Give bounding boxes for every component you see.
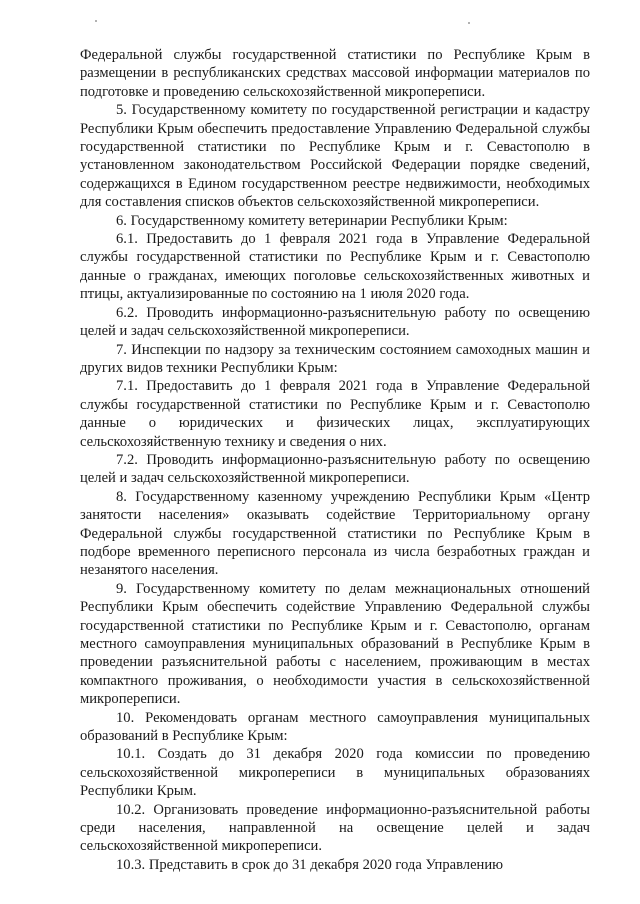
scan-speck (468, 22, 470, 24)
document-page (80, 46, 590, 874)
paragraph-item-10-3: 10.3. Представить в срок до 31 декабря 2020 года Управлению (116, 856, 504, 873)
paragraph-item-6: 6. Государственному комитету ветеринарии Республики Крым: (116, 212, 508, 229)
paragraph-item-10-2: 10.2. Организовать проведение информационно-разъяснительной работы среди населения, направленной на освещение целей и задач сельскохозяйственной микропереписи. (80, 801, 590, 855)
paragraph-item-10: 10. Рекомендовать органам местного самоуправления муниципальных образований в Республике Крым: (80, 709, 590, 745)
paragraph-item-10-1: 10.1. Создать до 31 декабря 2020 года комиссии по проведению сельскохозяйственной микропереписи в муниципальных образованиях Республики Крым. (80, 746, 590, 800)
paragraph-item-9: 9. Государственному комитету по делам межнациональных отношений Республики Крым обеспечить содействие Управлению Федеральной службы государственной статистики по Республике Крым и г. Севастополю, органам местного самоуправления муниципальных образований в Республике Крым в проведении разъяснительной работы с населением, проживающим в местах компактного проживания, о необходимости участия в сельскохозяйственной микропереписи. (80, 580, 590, 708)
paragraph-item-6-2: 6.2. Проводить информационно-разъяснительную работу по освещению целей и задач сельскохозяйственной микропереписи. (80, 304, 590, 340)
paragraph-continuation: Федеральной службы государственной статистики по Республике Крым в размещении в республиканских средствах массовой информации материалов по подготовке и проведению сельскохозяйственной микропереписи. (80, 47, 590, 100)
paragraph-item-7: 7. Инспекции по надзору за техническим состоянием самоходных машин и других видов техники Республики Крым: (80, 341, 590, 376)
paragraph-item-5: 5. Государственному комитету по государственной регистрации и кадастру Республики Крым обеспечить предоставление Управлению Федеральной службы государственной статистики по Республике Крым и г. Севастополю в установленном законодательством Российской Федерации порядке сведений, содержащихся в Едином государственном реестре недвижимости, необходимых для составления списков объектов сельскохозяйственной микропереписи. (80, 102, 590, 211)
paragraph-item-7-1: 7.1. Предоставить до 1 февраля 2021 года в Управление Федеральной службы государственной статистики по Республике Крым и г. Севастополю данные о юридических и физических лицах, эксплуатирующих сельскохозяйственную технику и сведения о них. (80, 378, 590, 450)
paragraph-item-8: 8. Государственному казенному учреждению Республики Крым «Центр занятости населения» оказывать содействие Территориальному органу Федеральной службы государственной статистики по Республике Крым в подборе временного переписного персонала из числа безработных граждан и незанятого населения. (80, 488, 590, 579)
scan-speck (95, 20, 97, 22)
paragraph-item-7-2: 7.2. Проводить информационно-разъяснительную работу по освещению целей и задач сельскохозяйственной микропереписи. (80, 451, 590, 487)
paragraph-item-6-1: 6.1. Предоставить до 1 февраля 2021 года в Управление Федеральной службы государственной статистики по Республике Крым и г. Севастополю данные о гражданах, имеющих поголовье сельскохозяйственных животных и птицы, актуализированные по состоянию на 1 июля 2020 года. (80, 231, 590, 303)
